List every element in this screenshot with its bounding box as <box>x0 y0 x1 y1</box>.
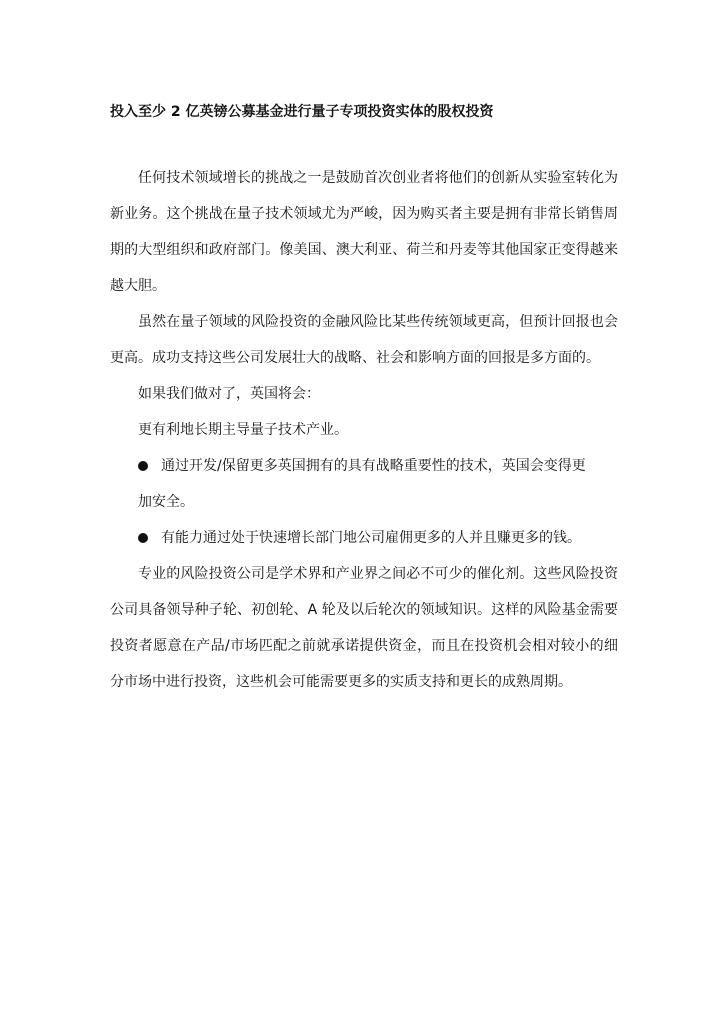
bullet-text-line2: 加安全。 <box>138 494 194 510</box>
paragraph-risk-return: 虽然在量子领域的风险投资的金融风险比某些传统领域更高，但预计回报也会更高。成功支持这些公司发展壮大的战略、社会和影响方面的回报是多方面的。 <box>110 314 618 366</box>
paragraph-if-we-get-it-right: 如果我们做对了，英国将会： <box>138 386 320 402</box>
paragraph-challenge: 任何技术领域增长的挑战之一是鼓励首次创业者将他们的创新从实验室转化为新业务。这个挑战在量子技术领域尤为严峻，因为购买者主要是拥有非常长销售周期的大型组织和政府部门。像美国、澳大利亚、荷兰和丹麦等其他国家正变得越来越大胆。 <box>110 170 618 294</box>
bullet-text: 有能力通过处于快速增长部门地公司雇佣更多的人并且赚更多的钱。 <box>161 530 581 546</box>
document-title: 投入至少 2 亿英镑公募基金进行量子专项投资实体的股权投资 <box>110 104 494 120</box>
bullet-dot-icon <box>138 461 148 471</box>
bullet-text-line1: 通过开发/保留更多英国拥有的具有战略重要性的技术，英国会变得更 <box>161 458 586 474</box>
bullet-dot-icon <box>138 533 148 543</box>
bullet-item-jobs <box>110 520 618 556</box>
bullet-item-security <box>110 448 618 520</box>
document-body <box>110 160 618 700</box>
paragraph-venture-capital: 专业的风险投资公司是学术界和产业界之间必不可少的催化剂。这些风险投资公司具备领导种子轮、初创轮、A 轮及以后轮次的领域知识。这样的风险基金需要投资者愿意在产品/市场匹配之前就承诺提供资金，而且在投资机会相对较小的细分市场中进行投资，这些机会可能需要更多的实质支持和更长的成熟周期。 <box>110 566 618 690</box>
paragraph-lead-industry: 更有利地长期主导量子技术产业。 <box>138 422 348 438</box>
